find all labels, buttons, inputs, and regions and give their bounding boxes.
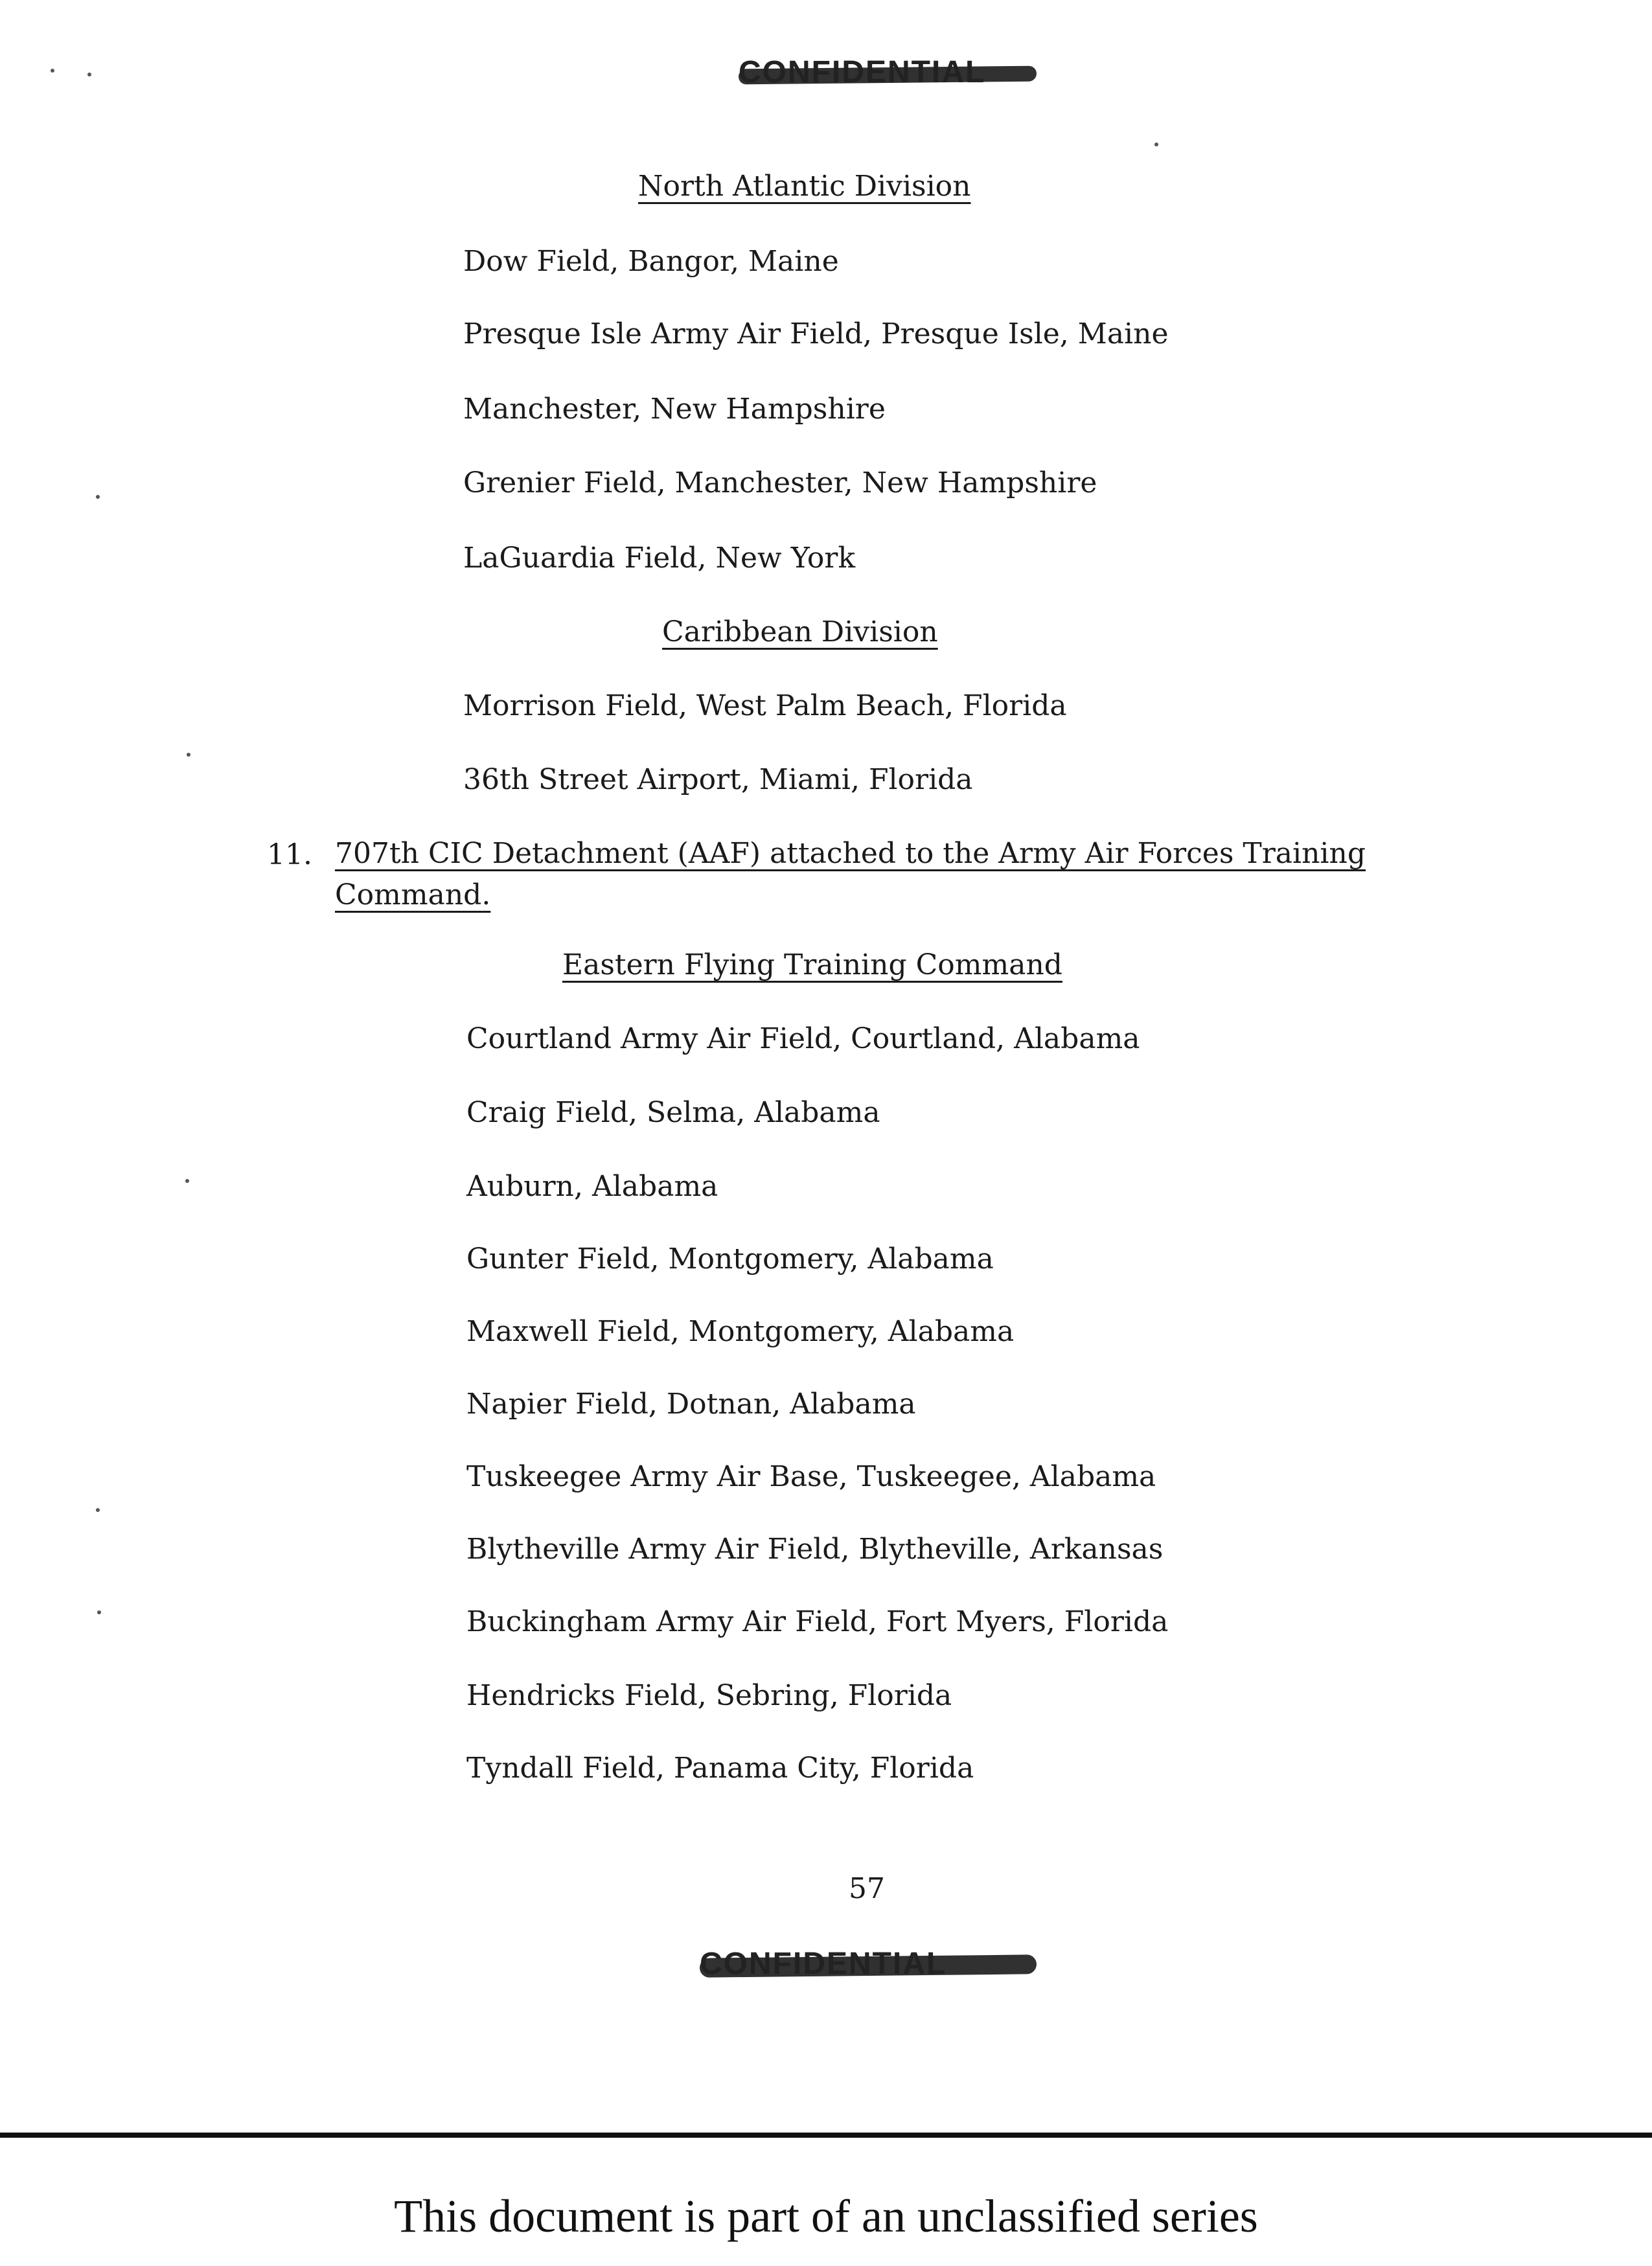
scan-speck: [185, 1179, 189, 1183]
footer-rule: [0, 2133, 1652, 2138]
list-item: 36th Street Airport, Miami, Florida: [463, 763, 973, 796]
list-item: Tuskeegee Army Air Base, Tuskeegee, Alabama: [466, 1460, 1156, 1493]
scan-speck: [97, 1610, 101, 1614]
heading-eastern-flying-training-command: Eastern Flying Training Command: [562, 948, 1062, 981]
heading-north-atlantic-division: North Atlantic Division: [638, 170, 971, 203]
confidential-stamp-bottom: [700, 1937, 1037, 1989]
list-item: Maxwell Field, Montgomery, Alabama: [466, 1315, 1015, 1348]
list-item: Dow Field, Bangor, Maine: [463, 245, 839, 278]
scan-speck: [51, 69, 54, 73]
item-11-line-1: 707th CIC Detachment (AAF) attached to the Army Air Forces Training: [335, 837, 1366, 870]
scan-speck: [96, 495, 100, 499]
confidential-stamp-top: [739, 45, 1037, 97]
list-item: LaGuardia Field, New York: [463, 542, 856, 575]
list-item: Tyndall Field, Panama City, Florida: [466, 1752, 974, 1785]
stamp-text: CONFIDENTIAL: [700, 1947, 947, 1981]
list-item: Hendricks Field, Sebring, Florida: [466, 1679, 952, 1712]
scan-speck: [187, 753, 190, 757]
item-11-line-2: Command.: [335, 878, 491, 911]
list-item: Grenier Field, Manchester, New Hampshire: [463, 466, 1097, 499]
list-item: Morrison Field, West Palm Beach, Florida: [463, 689, 1067, 722]
page-number: 57: [849, 1872, 885, 1905]
footer-text: This document is part of an unclassified series: [394, 2190, 1258, 2242]
list-item: Buckingham Army Air Field, Fort Myers, Florida: [466, 1605, 1169, 1638]
stamp-text: CONFIDENTIAL: [739, 55, 986, 89]
list-item: Blytheville Army Air Field, Blytheville, Arkansas: [466, 1533, 1164, 1566]
list-item: Gunter Field, Montgomery, Alabama: [466, 1242, 994, 1276]
item-11-title: [335, 833, 1366, 916]
list-item: Manchester, New Hampshire: [463, 393, 886, 426]
scan-speck: [87, 73, 91, 76]
heading-caribbean-division: Caribbean Division: [662, 615, 938, 648]
list-item: Napier Field, Dotnan, Alabama: [466, 1388, 916, 1421]
list-item: Courtland Army Air Field, Courtland, Alabama: [466, 1022, 1140, 1055]
list-item: Presque Isle Army Air Field, Presque Isle, Maine: [463, 317, 1169, 350]
scan-speck: [96, 1508, 100, 1512]
list-item: Auburn, Alabama: [466, 1170, 718, 1203]
scan-speck: [1154, 143, 1158, 146]
item-number: 11.: [267, 838, 312, 871]
list-item: Craig Field, Selma, Alabama: [466, 1096, 880, 1129]
